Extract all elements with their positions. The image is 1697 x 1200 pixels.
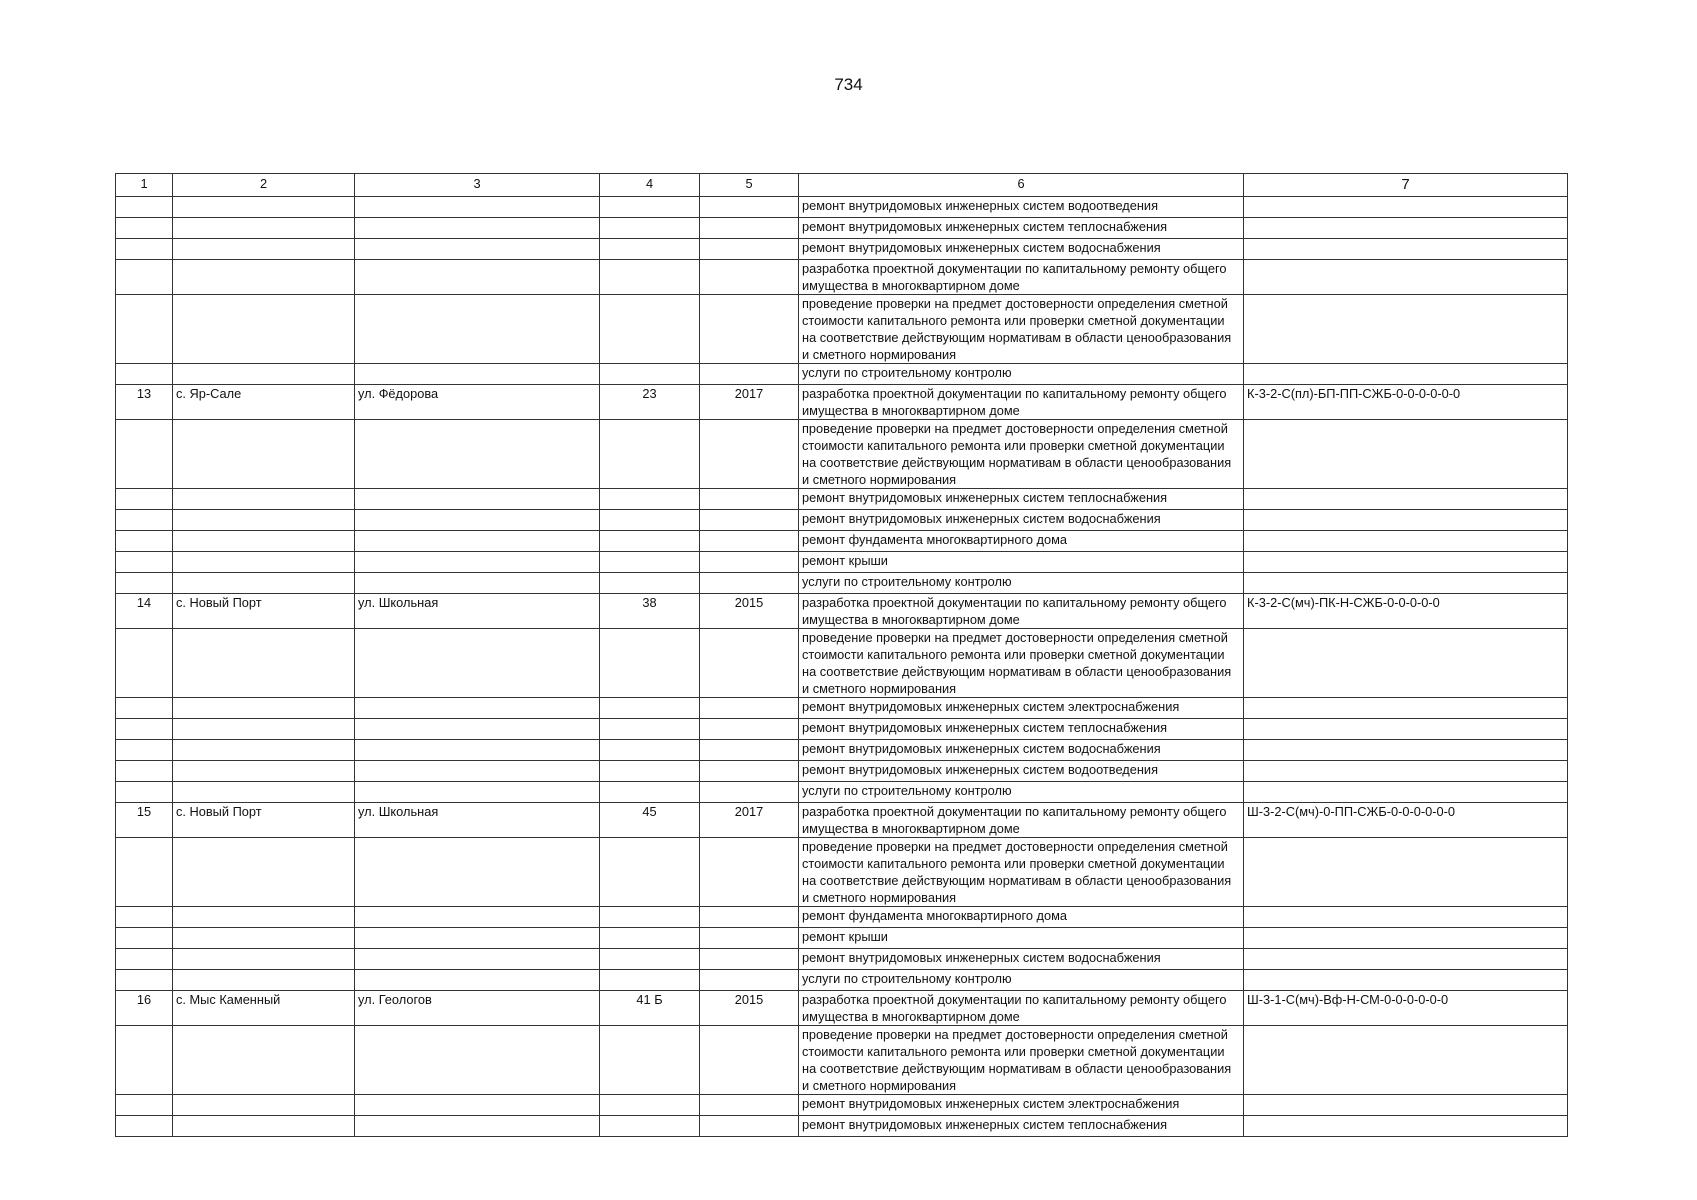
cell-code	[1244, 552, 1568, 573]
cell-house	[600, 629, 700, 698]
cell-house	[600, 838, 700, 907]
cell-number	[116, 489, 173, 510]
cell-street	[355, 239, 600, 260]
cell-street	[355, 782, 600, 803]
cell-year	[700, 239, 799, 260]
cell-house	[600, 218, 700, 239]
cell-year	[700, 907, 799, 928]
cell-settlement	[173, 295, 355, 364]
cell-work-type: ремонт фундамента многоквартирного дома	[799, 531, 1244, 552]
cell-settlement: с. Мыс Каменный	[173, 991, 355, 1026]
cell-settlement	[173, 1026, 355, 1095]
cell-work-type: ремонт внутридомовых инженерных систем водоснабжения	[799, 740, 1244, 761]
cell-number	[116, 531, 173, 552]
cell-number	[116, 295, 173, 364]
cell-street	[355, 719, 600, 740]
cell-year	[700, 552, 799, 573]
cell-year	[700, 1116, 799, 1137]
cell-work-type: услуги по строительному контролю	[799, 364, 1244, 385]
cell-settlement	[173, 838, 355, 907]
cell-house	[600, 420, 700, 489]
cell-settlement	[173, 197, 355, 218]
cell-street: ул. Фёдорова	[355, 385, 600, 420]
cell-number	[116, 239, 173, 260]
cell-street: ул. Геологов	[355, 991, 600, 1026]
cell-number	[116, 420, 173, 489]
cell-work-type: разработка проектной документации по капитальному ремонту общего имущества в многоквартирном доме	[799, 991, 1244, 1026]
cell-street	[355, 489, 600, 510]
cell-code	[1244, 531, 1568, 552]
table-row	[116, 364, 1568, 385]
page-number: 734	[834, 75, 863, 94]
cell-street	[355, 420, 600, 489]
cell-year	[700, 698, 799, 719]
cell-code: К-3-2-С(пл)-БП-ПП-СЖБ-0-0-0-0-0-0	[1244, 385, 1568, 420]
cell-code	[1244, 197, 1568, 218]
cell-number	[116, 949, 173, 970]
cell-number	[116, 629, 173, 698]
table-row	[116, 907, 1568, 928]
cell-settlement	[173, 949, 355, 970]
cell-year	[700, 782, 799, 803]
table-row	[116, 218, 1568, 239]
cell-settlement	[173, 1116, 355, 1137]
cell-number	[116, 761, 173, 782]
cell-settlement	[173, 1095, 355, 1116]
cell-work-type: проведение проверки на предмет достоверности определения сметной стоимости капитального ремонта или проверки сметной документации на соответствие действующим нормативам в области ценообразования и сметного нормирования	[799, 420, 1244, 489]
cell-number	[116, 838, 173, 907]
table-row	[116, 970, 1568, 991]
cell-code	[1244, 949, 1568, 970]
cell-code	[1244, 1116, 1568, 1137]
table-row	[116, 239, 1568, 260]
cell-settlement	[173, 740, 355, 761]
cell-number	[116, 970, 173, 991]
cell-code	[1244, 928, 1568, 949]
cell-number	[116, 907, 173, 928]
table-header-row	[116, 174, 1568, 197]
cell-settlement: с. Новый Порт	[173, 803, 355, 838]
cell-year	[700, 838, 799, 907]
cell-street	[355, 838, 600, 907]
cell-year	[700, 719, 799, 740]
cell-work-type: ремонт внутридомовых инженерных систем водоснабжения	[799, 510, 1244, 531]
cell-year	[700, 573, 799, 594]
cell-settlement	[173, 552, 355, 573]
cell-street	[355, 970, 600, 991]
cell-street	[355, 552, 600, 573]
cell-number: 14	[116, 594, 173, 629]
table-row	[116, 573, 1568, 594]
column-header-2: 2	[173, 174, 355, 197]
cell-settlement	[173, 698, 355, 719]
cell-number	[116, 364, 173, 385]
cell-house	[600, 260, 700, 295]
cell-house	[600, 573, 700, 594]
cell-year: 2017	[700, 385, 799, 420]
cell-street	[355, 218, 600, 239]
table-row	[116, 803, 1568, 838]
table-row	[116, 991, 1568, 1026]
cell-house	[600, 1116, 700, 1137]
cell-number	[116, 1095, 173, 1116]
cell-work-type: проведение проверки на предмет достоверности определения сметной стоимости капитального ремонта или проверки сметной документации на соответствие действующим нормативам в области ценообразования и сметного нормирования	[799, 629, 1244, 698]
table-row	[116, 552, 1568, 573]
cell-year	[700, 949, 799, 970]
cell-code: К-3-2-С(мч)-ПК-Н-СЖБ-0-0-0-0-0	[1244, 594, 1568, 629]
cell-code	[1244, 740, 1568, 761]
cell-settlement	[173, 531, 355, 552]
cell-house: 38	[600, 594, 700, 629]
cell-code	[1244, 295, 1568, 364]
table-row	[116, 1026, 1568, 1095]
cell-work-type: проведение проверки на предмет достоверности определения сметной стоимости капитального ремонта или проверки сметной документации на соответствие действующим нормативам в области ценообразования и сметного нормирования	[799, 295, 1244, 364]
cell-house: 23	[600, 385, 700, 420]
cell-year	[700, 1026, 799, 1095]
cell-code	[1244, 761, 1568, 782]
cell-street	[355, 698, 600, 719]
cell-year	[700, 364, 799, 385]
table-row	[116, 594, 1568, 629]
cell-house: 41 Б	[600, 991, 700, 1026]
cell-settlement	[173, 510, 355, 531]
cell-street	[355, 364, 600, 385]
cell-number	[116, 740, 173, 761]
cell-year	[700, 761, 799, 782]
cell-work-type: ремонт внутридомовых инженерных систем теплоснабжения	[799, 1116, 1244, 1137]
cell-year	[700, 295, 799, 364]
cell-number	[116, 698, 173, 719]
cell-code	[1244, 239, 1568, 260]
cell-code	[1244, 218, 1568, 239]
cell-work-type: ремонт внутридомовых инженерных систем водоотведения	[799, 197, 1244, 218]
cell-street	[355, 1116, 600, 1137]
cell-street	[355, 510, 600, 531]
cell-street	[355, 531, 600, 552]
cell-street: ул. Школьная	[355, 594, 600, 629]
cell-street	[355, 1095, 600, 1116]
cell-house	[600, 698, 700, 719]
cell-number	[116, 260, 173, 295]
cell-number	[116, 1026, 173, 1095]
cell-house	[600, 761, 700, 782]
cell-work-type: ремонт внутридомовых инженерных систем водоснабжения	[799, 949, 1244, 970]
cell-street	[355, 761, 600, 782]
cell-year: 2015	[700, 594, 799, 629]
cell-street	[355, 949, 600, 970]
cell-number: 16	[116, 991, 173, 1026]
cell-house	[600, 364, 700, 385]
table-row	[116, 740, 1568, 761]
cell-year	[700, 510, 799, 531]
cell-work-type: разработка проектной документации по капитальному ремонту общего имущества в многоквартирном доме	[799, 803, 1244, 838]
cell-number: 13	[116, 385, 173, 420]
cell-settlement	[173, 761, 355, 782]
cell-street	[355, 197, 600, 218]
table-row	[116, 510, 1568, 531]
table-row	[116, 531, 1568, 552]
cell-work-type: ремонт внутридомовых инженерных систем теплоснабжения	[799, 218, 1244, 239]
cell-year	[700, 740, 799, 761]
cell-year	[700, 531, 799, 552]
table-row	[116, 782, 1568, 803]
cell-work-type: услуги по строительному контролю	[799, 782, 1244, 803]
cell-settlement: с. Новый Порт	[173, 594, 355, 629]
table-row	[116, 489, 1568, 510]
cell-house	[600, 1026, 700, 1095]
cell-house	[600, 949, 700, 970]
cell-street	[355, 740, 600, 761]
column-header-1: 1	[116, 174, 173, 197]
cell-year: 2015	[700, 991, 799, 1026]
cell-work-type: ремонт внутридомовых инженерных систем водоснабжения	[799, 239, 1244, 260]
cell-street	[355, 1026, 600, 1095]
cell-street	[355, 295, 600, 364]
cell-year	[700, 489, 799, 510]
cell-code	[1244, 629, 1568, 698]
cell-house	[600, 239, 700, 260]
cell-code	[1244, 573, 1568, 594]
cell-settlement	[173, 364, 355, 385]
cell-work-type: ремонт внутридомовых инженерных систем водоотведения	[799, 761, 1244, 782]
table-row	[116, 385, 1568, 420]
cell-code	[1244, 719, 1568, 740]
cell-code	[1244, 907, 1568, 928]
cell-year	[700, 928, 799, 949]
cell-year	[700, 197, 799, 218]
cell-settlement	[173, 489, 355, 510]
table-row	[116, 949, 1568, 970]
cell-house	[600, 552, 700, 573]
cell-work-type: ремонт фундамента многоквартирного дома	[799, 907, 1244, 928]
cell-street	[355, 907, 600, 928]
column-header-5: 5	[700, 174, 799, 197]
table-row	[116, 260, 1568, 295]
cell-house	[600, 1095, 700, 1116]
cell-code	[1244, 489, 1568, 510]
cell-code	[1244, 260, 1568, 295]
cell-settlement	[173, 629, 355, 698]
cell-house: 45	[600, 803, 700, 838]
cell-house	[600, 197, 700, 218]
cell-house	[600, 928, 700, 949]
table-row	[116, 761, 1568, 782]
cell-work-type: ремонт внутридомовых инженерных систем электроснабжения	[799, 698, 1244, 719]
table-row	[116, 698, 1568, 719]
cell-year: 2017	[700, 803, 799, 838]
cell-street	[355, 629, 600, 698]
cell-work-type: разработка проектной документации по капитальному ремонту общего имущества в многоквартирном доме	[799, 594, 1244, 629]
table-row	[116, 295, 1568, 364]
table-row	[116, 197, 1568, 218]
table-row	[116, 629, 1568, 698]
cell-work-type: ремонт внутридомовых инженерных систем теплоснабжения	[799, 719, 1244, 740]
cell-number	[116, 218, 173, 239]
cell-number: 15	[116, 803, 173, 838]
cell-number	[116, 1116, 173, 1137]
cell-settlement	[173, 260, 355, 295]
cell-number	[116, 510, 173, 531]
cell-code	[1244, 510, 1568, 531]
cell-settlement	[173, 573, 355, 594]
cell-street	[355, 573, 600, 594]
cell-work-type: ремонт внутридомовых инженерных систем электроснабжения	[799, 1095, 1244, 1116]
cell-number	[116, 719, 173, 740]
column-header-7: 7	[1244, 174, 1568, 197]
cell-settlement	[173, 782, 355, 803]
column-header-4: 4	[600, 174, 700, 197]
cell-number	[116, 928, 173, 949]
cell-street	[355, 260, 600, 295]
cell-settlement: с. Яр-Сале	[173, 385, 355, 420]
cell-settlement	[173, 907, 355, 928]
cell-street	[355, 928, 600, 949]
cell-code: Ш-3-1-С(мч)-Вф-Н-СМ-0-0-0-0-0-0	[1244, 991, 1568, 1026]
cell-house	[600, 907, 700, 928]
table-body	[116, 197, 1568, 1137]
table-row	[116, 1116, 1568, 1137]
cell-house	[600, 782, 700, 803]
works-table	[115, 173, 1568, 1137]
cell-house	[600, 295, 700, 364]
table-row	[116, 1095, 1568, 1116]
cell-house	[600, 489, 700, 510]
cell-settlement	[173, 420, 355, 489]
cell-year	[700, 420, 799, 489]
cell-work-type: ремонт внутридомовых инженерных систем теплоснабжения	[799, 489, 1244, 510]
cell-work-type: проведение проверки на предмет достоверности определения сметной стоимости капитального ремонта или проверки сметной документации на соответствие действующим нормативам в области ценообразования и сметного нормирования	[799, 1026, 1244, 1095]
cell-code	[1244, 1026, 1568, 1095]
cell-settlement	[173, 928, 355, 949]
cell-code	[1244, 970, 1568, 991]
table-row	[116, 719, 1568, 740]
cell-house	[600, 970, 700, 991]
cell-code	[1244, 838, 1568, 907]
cell-house	[600, 531, 700, 552]
cell-year	[700, 260, 799, 295]
table-row	[116, 838, 1568, 907]
cell-house	[600, 510, 700, 531]
cell-code	[1244, 1095, 1568, 1116]
cell-settlement	[173, 719, 355, 740]
cell-settlement	[173, 970, 355, 991]
cell-year	[700, 970, 799, 991]
cell-number	[116, 552, 173, 573]
cell-settlement	[173, 239, 355, 260]
cell-house	[600, 740, 700, 761]
cell-work-type: разработка проектной документации по капитальному ремонту общего имущества в многоквартирном доме	[799, 385, 1244, 420]
cell-year	[700, 1095, 799, 1116]
cell-work-type: услуги по строительному контролю	[799, 573, 1244, 594]
cell-code	[1244, 364, 1568, 385]
cell-work-type: ремонт крыши	[799, 928, 1244, 949]
cell-number	[116, 573, 173, 594]
cell-year	[700, 629, 799, 698]
cell-code	[1244, 698, 1568, 719]
cell-work-type: услуги по строительному контролю	[799, 970, 1244, 991]
table-row	[116, 928, 1568, 949]
cell-street: ул. Школьная	[355, 803, 600, 838]
cell-code: Ш-3-2-С(мч)-0-ПП-СЖБ-0-0-0-0-0-0	[1244, 803, 1568, 838]
cell-work-type: проведение проверки на предмет достоверности определения сметной стоимости капитального ремонта или проверки сметной документации на соответствие действующим нормативам в области ценообразования и сметного нормирования	[799, 838, 1244, 907]
cell-number	[116, 782, 173, 803]
cell-settlement	[173, 218, 355, 239]
cell-code	[1244, 420, 1568, 489]
cell-work-type: разработка проектной документации по капитальному ремонту общего имущества в многоквартирном доме	[799, 260, 1244, 295]
column-header-6: 6	[799, 174, 1244, 197]
cell-number	[116, 197, 173, 218]
table-row	[116, 420, 1568, 489]
column-header-3: 3	[355, 174, 600, 197]
cell-year	[700, 218, 799, 239]
cell-code	[1244, 782, 1568, 803]
cell-house	[600, 719, 700, 740]
cell-work-type: ремонт крыши	[799, 552, 1244, 573]
